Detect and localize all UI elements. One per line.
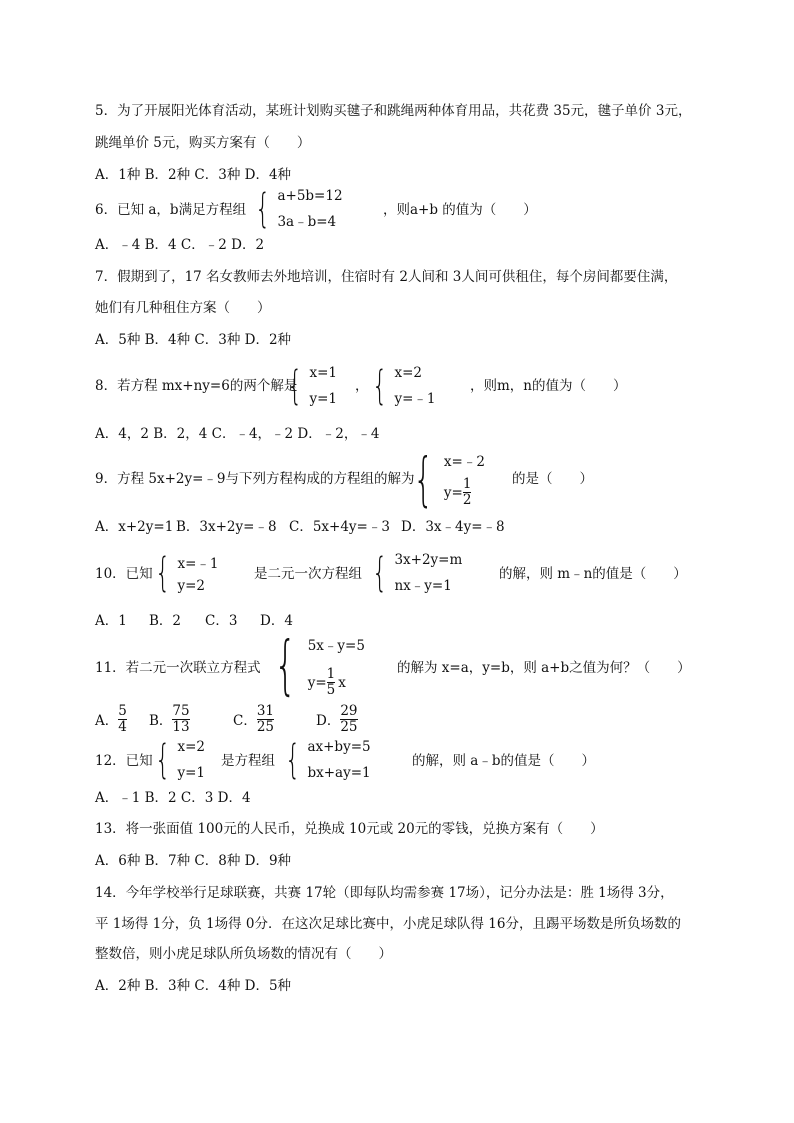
q7-line1: 7．假期到了，17 名女教师去外地培训，住宿时有 2人间和 3人间可供租住，每个房间都要住满，	[95, 269, 678, 285]
q10-s2-eq1: 3x+2y=m	[394, 552, 463, 568]
q11-option-a	[95, 702, 127, 736]
q11-eq2-lhs: y=	[307, 674, 327, 691]
q11-prefix: 11．若二元一次联立方程式	[95, 660, 261, 676]
q13-line1: 13．将一张面值 100元的人民币，兑换成 10元或 20元的零钱，兑换方案有（ ）	[95, 821, 604, 837]
q10-mid: 是二元一次方程组	[254, 566, 362, 582]
q9-system	[405, 445, 485, 513]
q6-prefix: 6．已知 a，b满足方程组	[95, 202, 247, 218]
q10-option-d: D．4	[260, 613, 293, 629]
q6-eq2: 3a﹣b=4	[277, 214, 337, 230]
q8-options: A．4，2 B．2，4 C．﹣4，﹣2 D．﹣2，﹣4	[95, 426, 380, 442]
brace-icon: {	[155, 737, 171, 783]
q11-eq2-rhs: x	[338, 674, 346, 691]
q9-eq2-lhs: y=	[443, 484, 463, 501]
q11-system	[265, 629, 365, 703]
q10-option-b: B．2	[149, 613, 182, 629]
q9-option-d: D．3x﹣4y=﹣8	[401, 519, 505, 535]
q12-s2-eq2: bx+ay=1	[307, 765, 371, 781]
frac-den: 13	[172, 718, 190, 735]
q6-options: A．﹣4 B．4 C．﹣2 D．2	[95, 237, 265, 253]
q8-s1-eq1: x=1	[309, 365, 337, 381]
frac-den: 25	[256, 718, 275, 735]
q6-system	[250, 187, 343, 231]
q11-option-a-label: A．	[95, 713, 119, 729]
q11-eq1: 5x﹣y=5	[307, 638, 365, 654]
q9-option-b: B．3x+2y=﹣8	[176, 519, 277, 535]
brace-icon: {	[155, 550, 171, 596]
q14-options: A．2种 B．3种 C．4种 D．5种	[95, 978, 292, 994]
q9-suffix: 的是（ ）	[512, 471, 593, 487]
q12-system	[280, 738, 371, 782]
q12-s1-eq1: x=2	[177, 739, 205, 755]
q10-system	[367, 551, 462, 595]
q9-frac-num: 1	[462, 476, 472, 492]
q9-option-c: C．5x+4y=﹣3	[289, 519, 390, 535]
q10-s1-eq1: x=﹣1	[177, 556, 219, 572]
q8-solution-2	[367, 364, 435, 408]
q8-s2-eq1: x=2	[394, 365, 422, 381]
q11-suffix: 的解为 x=a，y=b，则 a+b之值为何？（ ）	[397, 660, 691, 676]
q10-prefix: 10．已知	[95, 566, 153, 582]
q11-option-b-label: B．	[149, 713, 173, 729]
q5-options: A．1种 B．2种 C．3种 D．4种	[95, 167, 292, 183]
q10-suffix: 的解，则 m﹣n的值是（ ）	[499, 566, 687, 582]
q10-solution	[150, 551, 218, 595]
q7-options: A．5种 B．4种 C．3种 D．2种	[95, 332, 292, 348]
q9-option-a: A．x+2y=1	[95, 519, 174, 535]
q11-fraction	[327, 667, 336, 698]
q12-mid: 是方程组	[221, 753, 275, 769]
brace-icon: {	[372, 550, 388, 596]
brace-icon: {	[413, 445, 434, 513]
q12-prefix: 12．已知	[95, 753, 153, 769]
q6-suffix: ，则a+b 的值为（ ）	[383, 202, 537, 218]
q11-option-a-fraction	[118, 704, 127, 735]
q8-solution-1	[282, 364, 337, 408]
q5-line1: 5．为了开展阳光体育活动，某班计划购买毽子和跳绳两种体育用品，共花费 35元，毽子单价 3元，	[95, 103, 692, 119]
q8-prefix: 8．若方程 mx+ny=6的两个解是	[95, 378, 298, 394]
q12-solution	[150, 738, 205, 782]
q14-line3: 整数倍，则小虎足球队所负场数的情况有（ ）	[95, 946, 392, 962]
q9-frac-den: 2	[462, 492, 472, 508]
q11-frac-num: 1	[326, 666, 336, 682]
q10-option-c: C．3	[205, 613, 238, 629]
frac-num: 31	[256, 702, 275, 719]
q6-eq1: a+5b=12	[277, 188, 343, 204]
q10-option-a: A．1	[95, 613, 127, 629]
frac-num: 29	[340, 702, 358, 719]
brace-icon: {	[274, 629, 297, 703]
q10-s2-eq2: nx﹣y=1	[394, 578, 452, 594]
brace-icon: {	[287, 363, 303, 409]
q8-s1-eq2: y=1	[309, 391, 337, 407]
frac-den: 4	[118, 718, 127, 735]
q11-option-d-fraction	[340, 704, 357, 735]
frac-den: 25	[340, 718, 358, 735]
q11-option-d	[316, 702, 358, 736]
q11-option-c-label: C．	[233, 713, 257, 729]
q7-line2: 她们有几种租住方案（ ）	[95, 300, 271, 316]
q11-option-c	[233, 702, 274, 736]
q14-line2: 平 1场得 1分，负 1场得 0分．在这次足球比赛中，小虎足球队得 16分，且踢平场数是所负场数的	[95, 916, 681, 932]
q13-options: A．6种 B．7种 C．8种 D．9种	[95, 853, 292, 869]
q11-option-d-label: D．	[316, 713, 341, 729]
frac-num: 5	[118, 702, 127, 719]
q9-eq1: x=﹣2	[443, 454, 485, 470]
q9-prefix: 9．方程 5x+2y=﹣9与下列方程构成的方程组的解为	[95, 471, 415, 487]
q12-suffix: 的解，则 a﹣b的值是（ ）	[412, 753, 595, 769]
q10-s1-eq2: y=2	[177, 578, 205, 594]
q11-frac-den: 5	[326, 682, 336, 698]
q8-suffix: ，则m，n的值为（ ）	[470, 378, 627, 394]
brace-icon: {	[255, 186, 271, 232]
q14-line1: 14．今年学校举行足球联赛，共赛 17轮（即每队均需参赛 17场），记分办法是：胜 1场得 3分，	[95, 885, 674, 901]
q12-options: A．﹣1 B．2 C．3 D．4	[95, 790, 251, 806]
q8-comma: ，	[355, 378, 369, 394]
brace-icon: {	[285, 737, 301, 783]
frac-num: 75	[172, 702, 190, 719]
q12-s1-eq2: y=1	[177, 765, 205, 781]
brace-icon: {	[372, 363, 388, 409]
q11-option-b	[149, 702, 190, 736]
q9-fraction	[463, 477, 472, 508]
q11-option-c-fraction	[257, 704, 274, 735]
q8-s2-eq2: y=﹣1	[394, 391, 436, 407]
q12-s2-eq1: ax+by=5	[307, 739, 371, 755]
q11-option-b-fraction	[172, 704, 189, 735]
q5-line2: 跳绳单价 5元，购买方案有（ ）	[95, 135, 311, 151]
